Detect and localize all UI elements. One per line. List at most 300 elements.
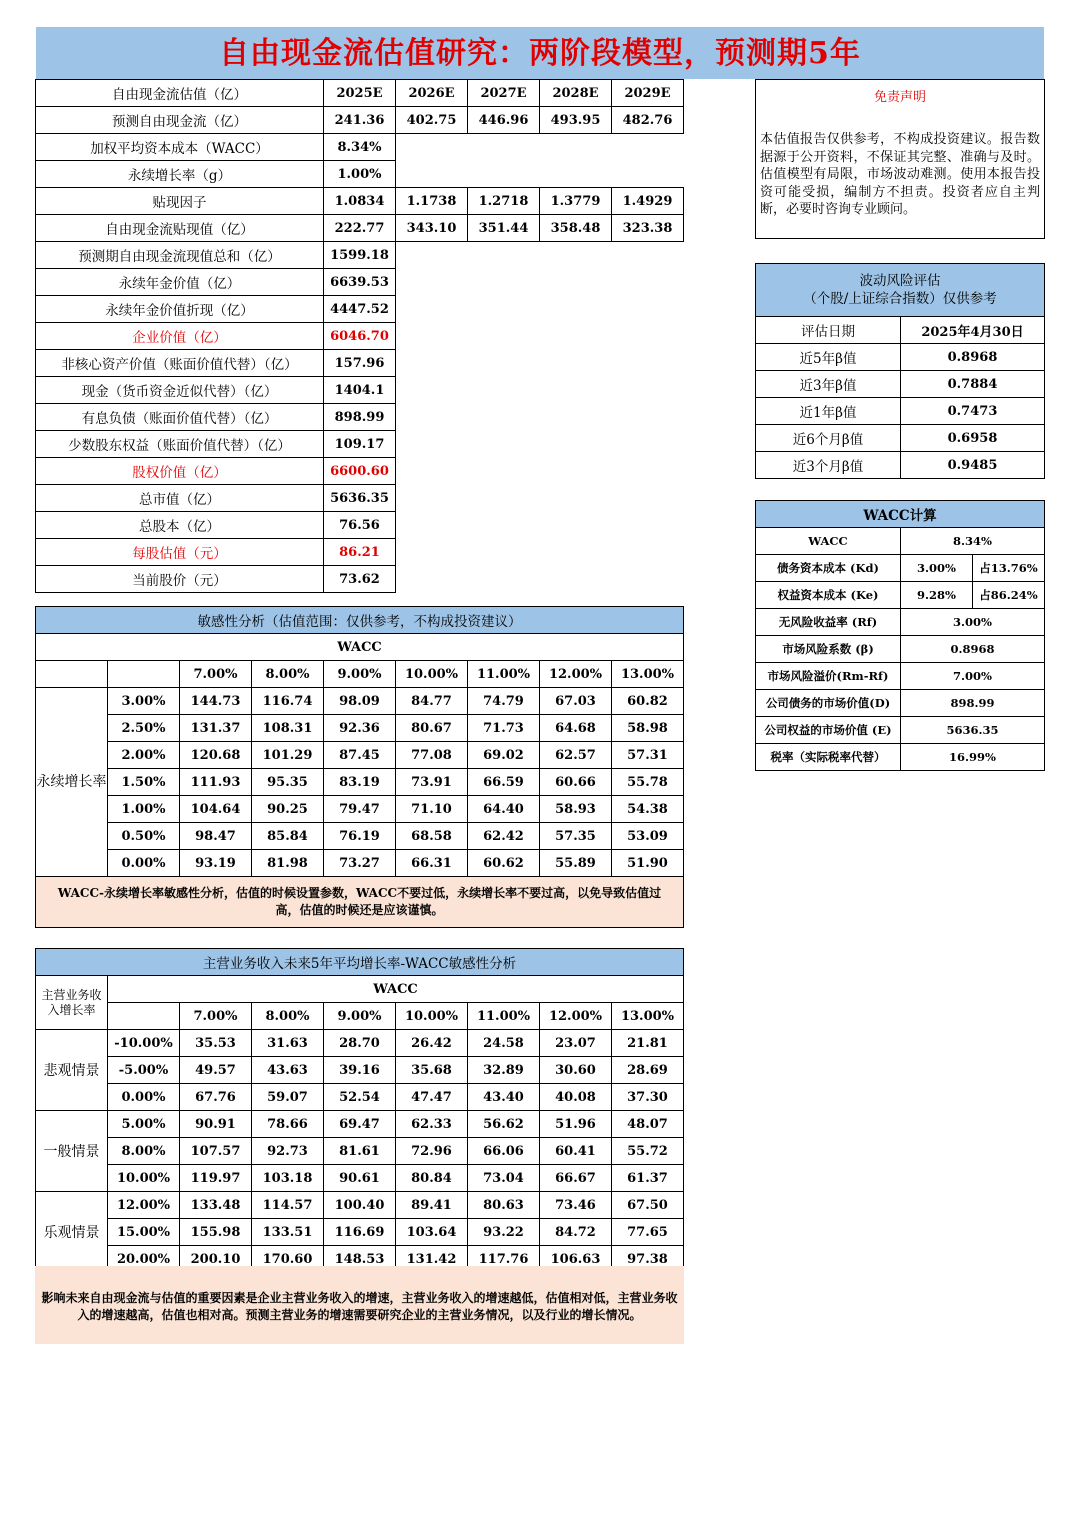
beta-risk-table — [755, 263, 1045, 479]
fcf-cell: 446.96 — [468, 107, 540, 134]
pv-cell: 222.77 — [324, 215, 396, 242]
fcf-cell: 241.36 — [324, 107, 396, 134]
valuation-value: 86.21 — [324, 539, 396, 566]
valuation-row — [36, 458, 684, 485]
valuation-value: 157.96 — [324, 350, 396, 377]
sens2-value-cell: 103.64 — [396, 1219, 468, 1246]
sens1-value-cell: 69.02 — [468, 742, 540, 769]
sens2-value-cell: 90.61 — [324, 1165, 396, 1192]
sens2-value-cell: 117.76 — [468, 1246, 540, 1273]
df-label: 贴现因子 — [36, 188, 324, 215]
sens2-value-cell: 73.04 — [468, 1165, 540, 1192]
sens1-value-cell: 57.35 — [540, 823, 612, 850]
sens1-value-cell: 60.82 — [612, 688, 684, 715]
scenario-label: 一般情景 — [36, 1111, 108, 1192]
sens2-value-cell: 80.63 — [468, 1192, 540, 1219]
sens1-value-cell: 111.93 — [180, 769, 252, 796]
sens1-value-cell: 104.64 — [180, 796, 252, 823]
wacc-param-label: 公司权益的市场价值 (E) — [756, 717, 901, 744]
sens2-note: 影响未来自由现金流与估值的重要因素是企业主营业务收入的增速，主营业务收入的增速越低，估值相对低，主营业务收入的增速越高，估值也相对高。预测主营业务的增速需要研究企业的主营业务情况，以及行业的增长情况。 — [35, 1266, 684, 1344]
sens2-value-cell: 49.57 — [180, 1057, 252, 1084]
sens2-row — [36, 1084, 684, 1111]
sens1-value-cell: 95.35 — [252, 769, 324, 796]
revenue-growth-cell: 10.00% — [108, 1165, 180, 1192]
sens2-value-cell: 66.67 — [540, 1165, 612, 1192]
sens2-value-cell: 52.54 — [324, 1084, 396, 1111]
beta-row — [756, 425, 1045, 452]
sens1-value-cell: 90.25 — [252, 796, 324, 823]
wacc-param-row — [756, 690, 1045, 717]
sens2-value-cell: 119.97 — [180, 1165, 252, 1192]
valuation-label: 总市值（亿） — [36, 485, 324, 512]
sens2-wacc-label: WACC — [108, 976, 684, 1003]
sens1-value-cell: 98.09 — [324, 688, 396, 715]
beta-value: 0.6958 — [901, 425, 1045, 452]
revenue-growth-cell: 5.00% — [108, 1111, 180, 1138]
valuation-label: 有息负债（账面价值代替）（亿） — [36, 404, 324, 431]
scenario-label: 悲观情景 — [36, 1030, 108, 1111]
growth-rate-cell: 1.00% — [108, 796, 180, 823]
valuation-value: 109.17 — [324, 431, 396, 458]
beta-label: 近1年β值 — [756, 398, 901, 425]
year-cell: 2025E — [324, 80, 396, 107]
wacc-param-value: 5636.35 — [901, 717, 1045, 744]
sens1-value-cell: 64.40 — [468, 796, 540, 823]
sens2-value-cell: 37.30 — [612, 1084, 684, 1111]
disclaimer-text: 本估值报告仅供参考，不构成投资建议。报告数据源于公开资料，不保证其完整、准确与及时。估值模型有局限，市场波动难测。使用本报告投资可能受损，编制方不担责。投资者应自主判断，必要时咨询专业顾问。 — [760, 132, 1040, 217]
wacc-col-header: 10.00% — [396, 661, 468, 688]
sens2-value-cell: 60.41 — [540, 1138, 612, 1165]
wacc-param-value: 7.00% — [901, 663, 1045, 690]
beta-title-line2: （个股/上证综合指数）仅供参考 — [803, 291, 997, 307]
sens2-value-cell: 59.07 — [252, 1084, 324, 1111]
beta-value: 0.9485 — [901, 452, 1045, 479]
valuation-label: 股权价值（亿） — [36, 458, 324, 485]
sens2-value-cell: 155.98 — [180, 1219, 252, 1246]
valuation-value: 898.99 — [324, 404, 396, 431]
sens1-value-cell: 54.38 — [612, 796, 684, 823]
valuation-value: 1599.18 — [324, 242, 396, 269]
year-cell: 2028E — [540, 80, 612, 107]
sens2-row — [36, 1192, 684, 1219]
beta-row — [756, 344, 1045, 371]
valuation-row — [36, 566, 684, 593]
sens1-note: WACC-永续增长率敏感性分析，估值的时候设置参数，WACC不要过低，永续增长率不要过高，以免导致估值过高，估值的时候还是应该谨慎。 — [36, 877, 684, 928]
sens2-value-cell: 103.18 — [252, 1165, 324, 1192]
valuation-row — [36, 323, 684, 350]
sens1-value-cell: 144.73 — [180, 688, 252, 715]
ke-label: 权益资本成本 (Ke) — [756, 582, 901, 609]
sens2-value-cell: 69.47 — [324, 1111, 396, 1138]
sens2-value-cell: 92.73 — [252, 1138, 324, 1165]
sens1-value-cell: 83.19 — [324, 769, 396, 796]
ke-value: 9.28% — [901, 582, 973, 609]
sens2-row — [36, 1111, 684, 1138]
header-label: 自由现金流估值（亿） — [36, 80, 324, 107]
wacc-param-row — [756, 636, 1045, 663]
wacc-param-label: 无风险收益率 (Rf) — [756, 609, 901, 636]
sens1-value-cell: 116.74 — [252, 688, 324, 715]
ke-share: 占86.24% — [973, 582, 1045, 609]
sens2-value-cell: 35.68 — [396, 1057, 468, 1084]
revenue-growth-cell: -5.00% — [108, 1057, 180, 1084]
wacc-col-header: 8.00% — [252, 661, 324, 688]
disclaimer-box — [755, 79, 1045, 239]
valuation-row — [36, 539, 684, 566]
sens2-value-cell: 93.22 — [468, 1219, 540, 1246]
wacc-col-header: 9.00% — [324, 661, 396, 688]
sens2-value-cell: 28.70 — [324, 1030, 396, 1057]
valuation-row — [36, 404, 684, 431]
sens2-value-cell: 55.72 — [612, 1138, 684, 1165]
valuation-label: 当前股价（元） — [36, 566, 324, 593]
sens2-title: 主营业务收入未来5年平均增长率-WACC敏感性分析 — [36, 949, 684, 976]
ke-row — [756, 582, 1045, 609]
sens2-header-row — [36, 1003, 684, 1030]
sens2-value-cell: 32.89 — [468, 1057, 540, 1084]
pv-row — [36, 215, 684, 242]
sens2-value-cell: 77.65 — [612, 1219, 684, 1246]
sens1-value-cell: 55.78 — [612, 769, 684, 796]
fcf-cell: 482.76 — [612, 107, 684, 134]
sens2-value-cell: 30.60 — [540, 1057, 612, 1084]
valuation-label: 每股估值（元） — [36, 539, 324, 566]
sens2-value-cell: 81.61 — [324, 1138, 396, 1165]
revenue-growth-cell: 0.00% — [108, 1084, 180, 1111]
wacc-col-header: 10.00% — [396, 1003, 468, 1030]
valuation-row — [36, 485, 684, 512]
sens2-value-cell: 84.72 — [540, 1219, 612, 1246]
sens2-value-cell: 107.57 — [180, 1138, 252, 1165]
beta-value: 0.7473 — [901, 398, 1045, 425]
beta-row — [756, 398, 1045, 425]
kd-label: 债务资本成本 (Kd) — [756, 555, 901, 582]
valuation-label: 现金（货币资金近似代替）（亿） — [36, 377, 324, 404]
sens1-value-cell: 62.57 — [540, 742, 612, 769]
wacc-param-value: 898.99 — [901, 690, 1045, 717]
sens2-value-cell: 48.07 — [612, 1111, 684, 1138]
year-cell: 2026E — [396, 80, 468, 107]
valuation-label: 企业价值（亿） — [36, 323, 324, 350]
g-label: 永续增长率（g） — [36, 161, 324, 188]
sens2-value-cell: 97.38 — [612, 1246, 684, 1273]
wacc-param-row — [756, 609, 1045, 636]
wacc-col-header: 13.00% — [612, 1003, 684, 1030]
pv-cell: 351.44 — [468, 215, 540, 242]
sens1-value-cell: 80.67 — [396, 715, 468, 742]
sens1-value-cell: 60.66 — [540, 769, 612, 796]
wacc-param-label: 公司债务的市场价值(D) — [756, 690, 901, 717]
sens1-value-cell: 62.42 — [468, 823, 540, 850]
valuation-value: 76.56 — [324, 512, 396, 539]
wacc-col-header: 7.00% — [180, 661, 252, 688]
sens1-row — [36, 715, 684, 742]
beta-value: 2025年4月30日 — [901, 317, 1045, 344]
sens1-value-cell: 66.59 — [468, 769, 540, 796]
sens1-value-cell: 67.03 — [540, 688, 612, 715]
kd-share: 占13.76% — [973, 555, 1045, 582]
sens1-header-row — [36, 661, 684, 688]
growth-rate-cell: 1.50% — [108, 769, 180, 796]
sens1-value-cell: 71.73 — [468, 715, 540, 742]
df-cell: 1.2718 — [468, 188, 540, 215]
valuation-label: 永续年金价值折现（亿） — [36, 296, 324, 323]
beta-row — [756, 317, 1045, 344]
discount-factor-row — [36, 188, 684, 215]
pv-label: 自由现金流贴现值（亿） — [36, 215, 324, 242]
sens2-value-cell: 67.50 — [612, 1192, 684, 1219]
beta-label: 近3个月β值 — [756, 452, 901, 479]
fcf-row — [36, 107, 684, 134]
sens2-value-cell: 116.69 — [324, 1219, 396, 1246]
sens1-value-cell: 73.27 — [324, 850, 396, 877]
beta-value: 0.7884 — [901, 371, 1045, 398]
wacc-param-value: 3.00% — [901, 609, 1045, 636]
valuation-row — [36, 350, 684, 377]
wacc-calc-label: WACC — [756, 528, 901, 555]
sens1-value-cell: 79.47 — [324, 796, 396, 823]
wacc-label: 加权平均资本成本（WACC） — [36, 134, 324, 161]
year-cell: 2029E — [612, 80, 684, 107]
wacc-col-header: 12.00% — [540, 1003, 612, 1030]
beta-label: 近6个月β值 — [756, 425, 901, 452]
fcf-label: 预测自由现金流（亿） — [36, 107, 324, 134]
sens1-value-cell: 81.98 — [252, 850, 324, 877]
sens2-value-cell: 78.66 — [252, 1111, 324, 1138]
valuation-value: 5636.35 — [324, 485, 396, 512]
sens2-value-cell: 62.33 — [396, 1111, 468, 1138]
wacc-col-header: 9.00% — [324, 1003, 396, 1030]
sens1-value-cell: 131.37 — [180, 715, 252, 742]
sens1-row — [36, 850, 684, 877]
sens2-value-cell: 148.53 — [324, 1246, 396, 1273]
beta-title-line1: 波动风险评估 — [859, 273, 941, 289]
df-cell: 1.0834 — [324, 188, 396, 215]
sens1-value-cell: 93.19 — [180, 850, 252, 877]
sens1-value-cell: 92.36 — [324, 715, 396, 742]
sens2-value-cell: 131.42 — [396, 1246, 468, 1273]
sens2-value-cell: 89.41 — [396, 1192, 468, 1219]
wacc-param-row — [756, 717, 1045, 744]
wacc-col-header: 13.00% — [612, 661, 684, 688]
wacc-param-row — [756, 744, 1045, 771]
pv-cell: 343.10 — [396, 215, 468, 242]
sens2-value-cell: 40.08 — [540, 1084, 612, 1111]
wacc-row — [36, 134, 684, 161]
growth-rate-cell: 0.00% — [108, 850, 180, 877]
sens2-corner-label: 主营业务收入增长率 — [36, 976, 108, 1030]
growth-rate-cell: 2.50% — [108, 715, 180, 742]
beta-label: 评估日期 — [756, 317, 901, 344]
sens2-value-cell: 73.46 — [540, 1192, 612, 1219]
wacc-col-header: 11.00% — [468, 661, 540, 688]
kd-row — [756, 555, 1045, 582]
sens1-value-cell: 66.31 — [396, 850, 468, 877]
sens1-value-cell: 53.09 — [612, 823, 684, 850]
year-cell: 2027E — [468, 80, 540, 107]
sens2-value-cell: 61.37 — [612, 1165, 684, 1192]
sens1-row — [36, 688, 684, 715]
sens2-value-cell: 170.60 — [252, 1246, 324, 1273]
growth-rate-cell: 3.00% — [108, 688, 180, 715]
sens1-value-cell: 58.93 — [540, 796, 612, 823]
wacc-growth-sensitivity-table — [35, 606, 684, 928]
sens2-value-cell: 26.42 — [396, 1030, 468, 1057]
wacc-col-header: 11.00% — [468, 1003, 540, 1030]
sens1-value-cell: 57.31 — [612, 742, 684, 769]
wacc-calc-row — [756, 528, 1045, 555]
sens2-value-cell: 106.63 — [540, 1246, 612, 1273]
sens1-value-cell: 101.29 — [252, 742, 324, 769]
sens2-value-cell: 28.69 — [612, 1057, 684, 1084]
sens2-value-cell: 47.47 — [396, 1084, 468, 1111]
wacc-param-value: 0.8968 — [901, 636, 1045, 663]
page-title: 自由现金流估值研究：两阶段模型，预测期5年 — [36, 27, 1044, 79]
sens1-row — [36, 823, 684, 850]
sens2-row — [36, 1219, 684, 1246]
sens2-value-cell: 39.16 — [324, 1057, 396, 1084]
sens2-value-cell: 200.10 — [180, 1246, 252, 1273]
sens1-value-cell: 51.90 — [612, 850, 684, 877]
wacc-calc-title: WACC计算 — [756, 501, 1045, 528]
valuation-value: 6046.70 — [324, 323, 396, 350]
pv-cell: 323.38 — [612, 215, 684, 242]
sens1-value-cell: 87.45 — [324, 742, 396, 769]
wacc-col-header: 8.00% — [252, 1003, 324, 1030]
valuation-label: 预测期自由现金流现值总和（亿） — [36, 242, 324, 269]
valuation-row — [36, 269, 684, 296]
wacc-col-header: 7.00% — [180, 1003, 252, 1030]
sens1-row — [36, 769, 684, 796]
beta-label: 近3年β值 — [756, 371, 901, 398]
sens1-value-cell: 120.68 — [180, 742, 252, 769]
sens2-value-cell: 43.40 — [468, 1084, 540, 1111]
sens2-row — [36, 1057, 684, 1084]
sens1-value-cell: 98.47 — [180, 823, 252, 850]
wacc-value: 8.34% — [324, 134, 396, 161]
sens2-value-cell: 23.07 — [540, 1030, 612, 1057]
sens2-row — [36, 1165, 684, 1192]
valuation-label: 永续年金价值（亿） — [36, 269, 324, 296]
sens1-row — [36, 742, 684, 769]
valuation-row — [36, 242, 684, 269]
wacc-calc-value: 8.34% — [901, 528, 1045, 555]
sens2-value-cell: 21.81 — [612, 1030, 684, 1057]
sens2-value-cell: 90.91 — [180, 1111, 252, 1138]
perpetual-growth-label: 永续增长率 — [36, 688, 108, 877]
sens2-value-cell: 114.57 — [252, 1192, 324, 1219]
wacc-param-value: 16.99% — [901, 744, 1045, 771]
revenue-growth-cell: 8.00% — [108, 1138, 180, 1165]
valuation-row — [36, 377, 684, 404]
sens1-value-cell: 64.68 — [540, 715, 612, 742]
sens2-value-cell: 72.96 — [396, 1138, 468, 1165]
sens1-value-cell: 76.19 — [324, 823, 396, 850]
valuation-value: 73.62 — [324, 566, 396, 593]
scenario-label: 乐观情景 — [36, 1192, 108, 1273]
valuation-label: 总股本（亿） — [36, 512, 324, 539]
kd-value: 3.00% — [901, 555, 973, 582]
valuation-value: 6600.60 — [324, 458, 396, 485]
sens2-value-cell: 133.51 — [252, 1219, 324, 1246]
sens1-value-cell: 68.58 — [396, 823, 468, 850]
revenue-growth-cell: 12.00% — [108, 1192, 180, 1219]
valuation-row — [36, 431, 684, 458]
sens1-value-cell: 74.79 — [468, 688, 540, 715]
wacc-param-row — [756, 663, 1045, 690]
sens1-value-cell: 71.10 — [396, 796, 468, 823]
sens2-value-cell: 100.40 — [324, 1192, 396, 1219]
sens2-value-cell: 56.62 — [468, 1111, 540, 1138]
sens2-row — [36, 1030, 684, 1057]
beta-title — [756, 264, 1045, 317]
revenue-growth-cell: -10.00% — [108, 1030, 180, 1057]
sens1-value-cell: 60.62 — [468, 850, 540, 877]
sens2-value-cell: 67.76 — [180, 1084, 252, 1111]
beta-value: 0.8968 — [901, 344, 1045, 371]
valuation-value: 6639.53 — [324, 269, 396, 296]
sens2-value-cell: 80.84 — [396, 1165, 468, 1192]
wacc-col-header: 12.00% — [540, 661, 612, 688]
growth-rate-cell: 0.50% — [108, 823, 180, 850]
beta-row — [756, 371, 1045, 398]
sens2-value-cell: 51.96 — [540, 1111, 612, 1138]
df-cell: 1.3779 — [540, 188, 612, 215]
sens2-value-cell: 43.63 — [252, 1057, 324, 1084]
valuation-row — [36, 296, 684, 323]
valuation-value: 1404.1 — [324, 377, 396, 404]
disclaimer-title: 免责声明 — [873, 90, 926, 105]
sens2-row — [36, 1138, 684, 1165]
growth-rate-cell: 2.00% — [108, 742, 180, 769]
sens1-value-cell: 85.84 — [252, 823, 324, 850]
wacc-param-label: 市场风险溢价(Rm-Rf) — [756, 663, 901, 690]
g-value: 1.00% — [324, 161, 396, 188]
valuation-label: 非核心资产价值（账面价值代替）（亿） — [36, 350, 324, 377]
sens1-value-cell: 73.91 — [396, 769, 468, 796]
years-row — [36, 80, 684, 107]
valuation-value: 4447.52 — [324, 296, 396, 323]
revenue-growth-cell: 15.00% — [108, 1219, 180, 1246]
valuation-row — [36, 512, 684, 539]
g-row — [36, 161, 684, 188]
fcf-cell: 402.75 — [396, 107, 468, 134]
sens1-value-cell: 55.89 — [540, 850, 612, 877]
sens1-wacc-label: WACC — [36, 634, 684, 661]
revenue-growth-cell: 20.00% — [108, 1246, 180, 1273]
revenue-growth-sensitivity-table — [35, 948, 684, 1273]
beta-row — [756, 452, 1045, 479]
sens2-value-cell: 24.58 — [468, 1030, 540, 1057]
beta-label: 近5年β值 — [756, 344, 901, 371]
sens2-value-cell: 133.48 — [180, 1192, 252, 1219]
pv-cell: 358.48 — [540, 215, 612, 242]
wacc-calc-table — [755, 500, 1045, 771]
valuation-label: 少数股东权益（账面价值代替）（亿） — [36, 431, 324, 458]
sens1-row — [36, 796, 684, 823]
wacc-param-label: 税率（实际税率代替） — [756, 744, 901, 771]
fcf-valuation-table — [35, 79, 684, 593]
df-cell: 1.1738 — [396, 188, 468, 215]
sens2-value-cell: 31.63 — [252, 1030, 324, 1057]
df-cell: 1.4929 — [612, 188, 684, 215]
sens2-value-cell: 66.06 — [468, 1138, 540, 1165]
wacc-param-label: 市场风险系数 (β) — [756, 636, 901, 663]
fcf-cell: 493.95 — [540, 107, 612, 134]
sens1-value-cell: 108.31 — [252, 715, 324, 742]
sens1-value-cell: 84.77 — [396, 688, 468, 715]
sens2-value-cell: 35.53 — [180, 1030, 252, 1057]
